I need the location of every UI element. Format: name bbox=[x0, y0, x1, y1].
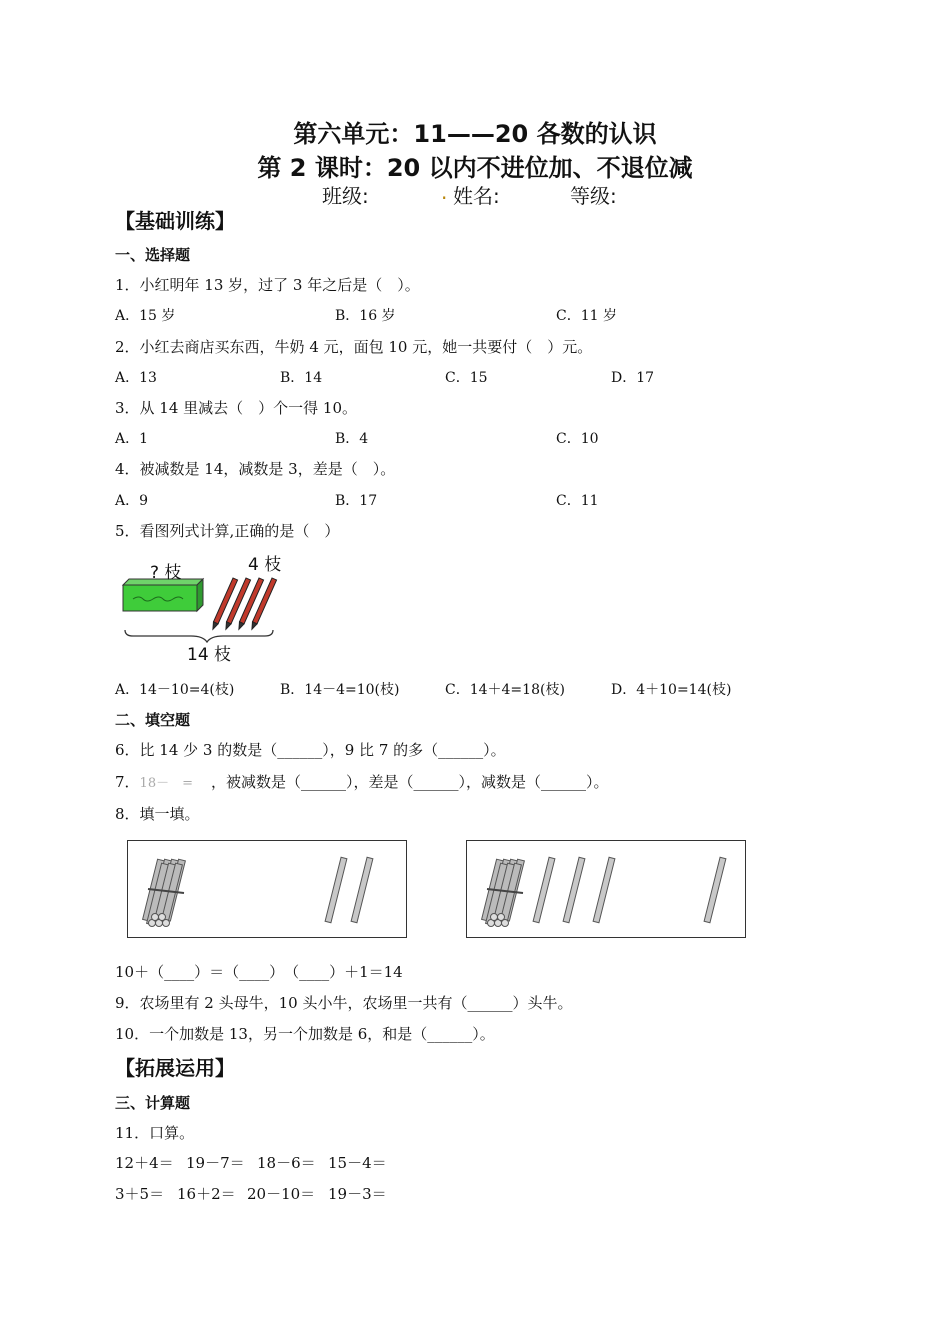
q1-option-a: A．15 岁 bbox=[115, 308, 176, 324]
stick-bundle-icon bbox=[143, 859, 186, 926]
question-3: 3．从 14 里减去（ ）个一得 10。 bbox=[115, 399, 358, 417]
q5-option-c: C．14＋4=18(枝) bbox=[445, 682, 565, 698]
part-choice-heading: 一、选择题 bbox=[115, 246, 191, 264]
calc-row-2-item: 3＋5＝ bbox=[115, 1185, 165, 1203]
calc-row-1-item: 19－7＝ bbox=[186, 1154, 245, 1172]
question-8: 8．填一填。 bbox=[115, 805, 200, 823]
q5-option-a: A．14－10=4(枝) bbox=[115, 682, 235, 698]
q1-option-c: C．11 岁 bbox=[556, 308, 617, 324]
q2-option-d: D．17 bbox=[611, 370, 655, 386]
question-9: 9．农场里有 2 头母牛，10 头小牛，农场里一共有（______）头牛。 bbox=[115, 994, 573, 1012]
q2-option-c: C．15 bbox=[445, 370, 488, 386]
pencil-box-icon bbox=[123, 579, 203, 611]
q4-option-c: C．11 bbox=[556, 493, 599, 509]
q2-option-b: B．14 bbox=[280, 370, 323, 386]
calc-row-1-item: 15－4＝ bbox=[328, 1154, 387, 1172]
sticks-box-right bbox=[466, 840, 746, 938]
part-fill-heading: 二、填空题 bbox=[115, 711, 191, 729]
question-11: 11．口算。 bbox=[115, 1124, 195, 1142]
q3-option-a: A．1 bbox=[115, 431, 149, 447]
four-count-label: 4 枝 bbox=[248, 555, 282, 575]
q4-option-b: B．17 bbox=[335, 493, 378, 509]
q5-option-b: B．14－4=10(枝) bbox=[280, 682, 400, 698]
question-7 bbox=[115, 771, 609, 792]
stick-bundle-icon bbox=[482, 859, 525, 926]
question-5: 5．看图列式计算,正确的是（ ） bbox=[115, 522, 340, 540]
question-7-number: 7． bbox=[115, 773, 140, 791]
class-label: 班级: bbox=[322, 184, 369, 208]
q4-option-a: A．9 bbox=[115, 493, 149, 509]
dot-mark: . bbox=[441, 180, 448, 204]
calc-row-2-item: 16＋2＝ bbox=[177, 1185, 236, 1203]
part-calc-heading: 三、计算题 bbox=[115, 1094, 191, 1112]
unknown-count-label: ? 枝 bbox=[150, 563, 182, 583]
question-6: 6．比 14 少 3 的数是（______），9 比 7 的多（______）。 bbox=[115, 741, 506, 759]
question-2: 2．小红去商店买东西，牛奶 4 元，面包 10 元，她一共要付（ ）元。 bbox=[115, 338, 593, 356]
q5-option-d: D．4＋10=14(枝) bbox=[611, 682, 732, 698]
q3-option-b: B．4 bbox=[335, 431, 369, 447]
pencils-icon bbox=[211, 578, 277, 630]
calc-row-1-item: 12＋4＝ bbox=[115, 1154, 174, 1172]
section-basic-training: 【基础训练】 bbox=[115, 209, 235, 233]
calc-row-2-item: 20－10＝ bbox=[247, 1185, 316, 1203]
single-stick-icon bbox=[533, 857, 726, 922]
total-count-label: 14 枝 bbox=[187, 645, 232, 665]
lesson-title: 第 2 课时：20 以内不进位加、不退位减 bbox=[257, 154, 693, 182]
question-4: 4．被减数是 14，减数是 3，差是（ ）。 bbox=[115, 460, 396, 478]
name-label: 姓名: bbox=[453, 184, 500, 208]
calc-row-1-item: 18－6＝ bbox=[257, 1154, 316, 1172]
section-extension: 【拓展运用】 bbox=[115, 1056, 235, 1080]
grade-label: 等级: bbox=[570, 184, 617, 208]
q8-fill-line: 10＋（____）＝（____） （____）＋1＝14 bbox=[115, 963, 403, 981]
q2-option-a: A．13 bbox=[115, 370, 157, 386]
q3-option-c: C．10 bbox=[556, 431, 599, 447]
pencil-figure bbox=[115, 550, 295, 670]
calc-row-2-item: 19－3＝ bbox=[328, 1185, 387, 1203]
q7-faded-expression: 18－ = bbox=[139, 776, 193, 791]
question-10: 10．一个加数是 13，另一个加数是 6，和是（______）。 bbox=[115, 1025, 495, 1043]
q7-rest: ，被减数是（______），差是（______），减数是（______）。 bbox=[210, 773, 609, 791]
page-title: 第六单元：11——20 各数的认识 bbox=[293, 120, 657, 148]
sticks-box-left bbox=[127, 840, 407, 938]
question-1: 1．小红明年 13 岁，过了 3 年之后是（ ）。 bbox=[115, 276, 420, 294]
single-stick-icon bbox=[325, 857, 373, 922]
q1-option-b: B．16 岁 bbox=[335, 308, 396, 324]
